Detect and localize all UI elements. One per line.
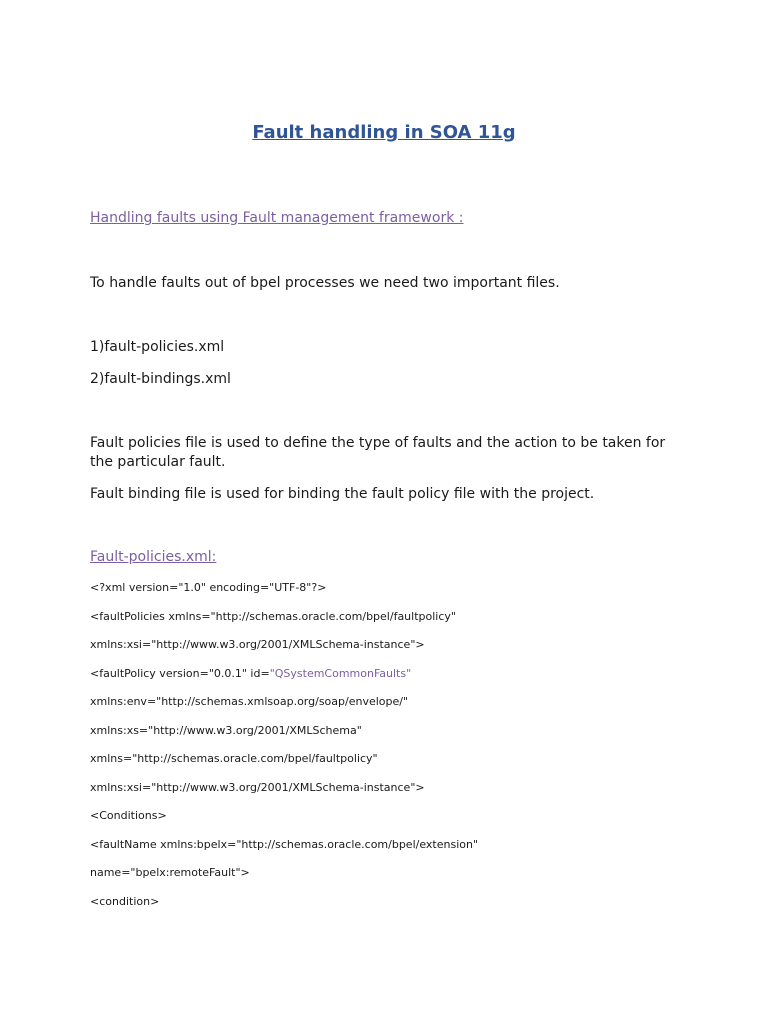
code-line <box>90 667 411 680</box>
code-attribute-value: "QSystemCommonFaults" <box>269 667 412 680</box>
code-line: <faultName xmlns:bpelx="http://schemas.oracle.com/bpel/extension" <box>90 838 479 851</box>
policies-description: Fault policies file is used to define the type of faults and the action to be taken for the particular fault. <box>90 435 666 470</box>
section-heading-link[interactable]: Handling faults using Fault management framework : <box>90 210 464 226</box>
file-item-2: 2)fault-bindings.xml <box>90 371 231 387</box>
document-title: Fault handling in SOA 11g <box>252 122 516 143</box>
code-line: xmlns:env="http://schemas.xmlsoap.org/soap/envelope/" <box>90 695 409 708</box>
code-line: xmlns:xsi="http://www.w3.org/2001/XMLSchema-instance"> <box>90 638 425 651</box>
intro-paragraph: To handle faults out of bpel processes we need two important files. <box>90 275 560 291</box>
code-line: <condition> <box>90 895 160 908</box>
xml-heading-link[interactable]: Fault-policies.xml: <box>90 549 217 565</box>
file-item-1: 1)fault-policies.xml <box>90 339 225 355</box>
code-line: <?xml version="1.0" encoding="UTF-8"?> <box>90 581 327 594</box>
code-line: <Conditions> <box>90 809 167 822</box>
code-line: xmlns:xs="http://www.w3.org/2001/XMLSchema" <box>90 724 362 737</box>
binding-description: Fault binding file is used for binding the fault policy file with the project. <box>90 486 595 502</box>
code-text: <faultPolicy version="0.0.1" id= <box>90 667 270 680</box>
code-line: xmlns:xsi="http://www.w3.org/2001/XMLSchema-instance"> <box>90 781 425 794</box>
code-line: <faultPolicies xmlns="http://schemas.oracle.com/bpel/faultpolicy" <box>90 610 456 623</box>
code-line: name="bpelx:remoteFault"> <box>90 866 250 879</box>
code-line: xmlns="http://schemas.oracle.com/bpel/faultpolicy" <box>90 752 378 765</box>
